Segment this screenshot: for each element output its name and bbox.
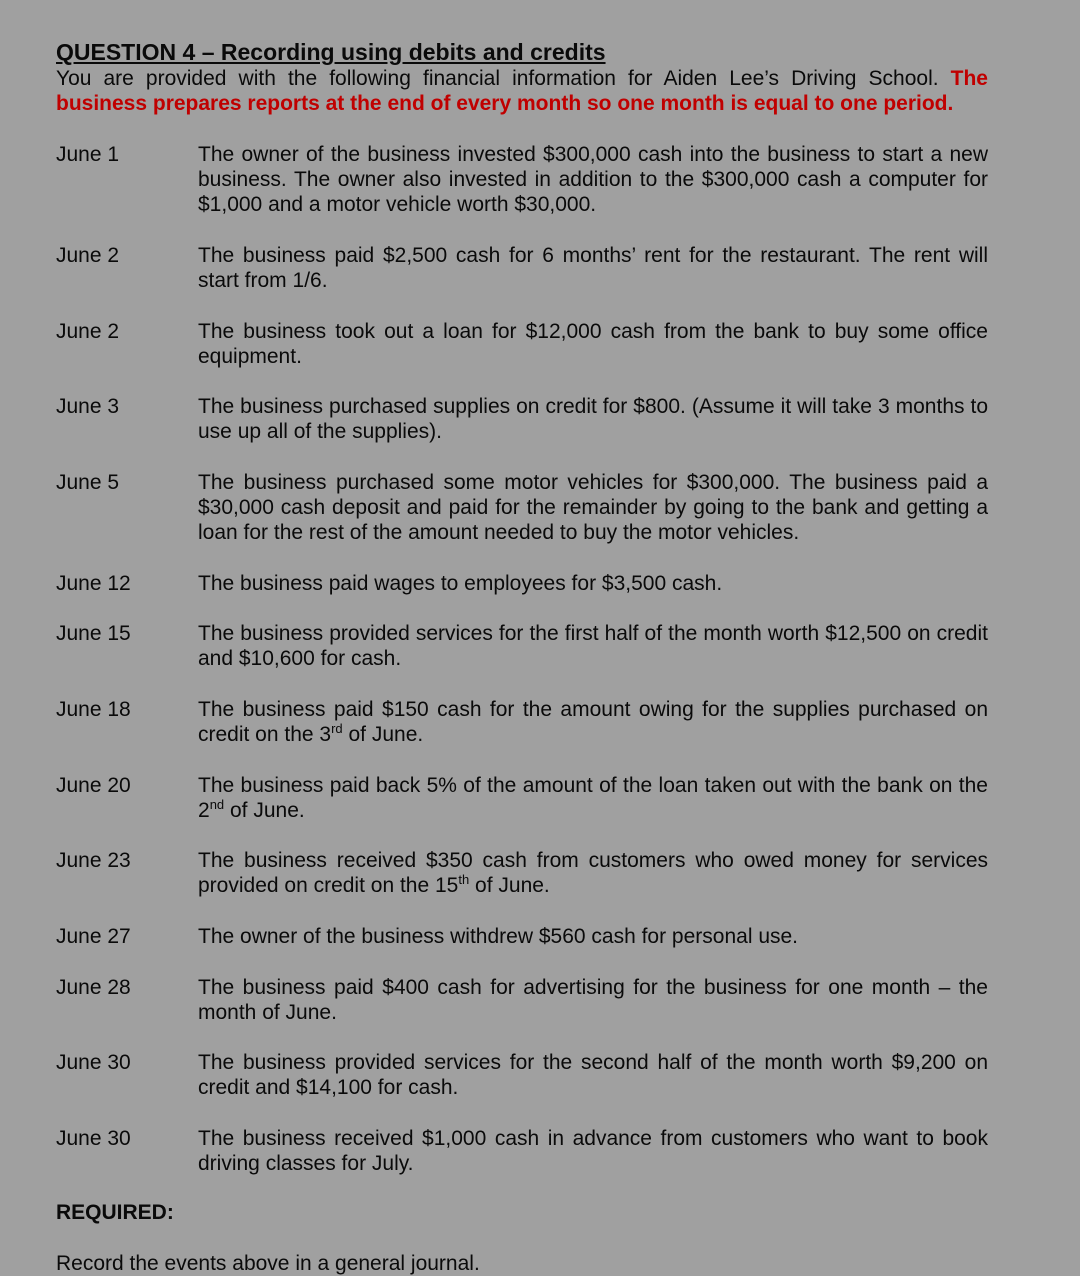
- transaction-description: The business paid wages to employees for $3,500 cash.: [198, 572, 723, 595]
- transaction-description: The business provided services for the first half of the month worth $12,500 on credit and $10,600 for cash.: [198, 622, 988, 670]
- intro-highlight: The business prepares reports at the end of every month so one month is equal to one period.: [56, 67, 988, 115]
- intro-paragraph: [56, 66, 988, 116]
- transaction-description: The business paid $400 cash for advertising for the business for one month – the month of June.: [198, 976, 988, 1024]
- transaction-date: June 5: [56, 471, 120, 494]
- transaction-description: The business purchased supplies on credit for $800. (Assume it will take 3 months to use up all of the supplies).: [198, 395, 988, 443]
- question-title: QUESTION 4 – Recording using debits and credits: [56, 39, 606, 65]
- transaction-date: June 2: [56, 320, 120, 343]
- transaction-description: The owner of the business invested $300,000 cash into the business to start a new business. The owner also invested in addition to the $300,000 cash a computer for $1,000 and a motor vehicle worth $30,000.: [198, 143, 988, 216]
- transaction-date: June 1: [56, 143, 120, 166]
- transaction-description: The business provided services for the second half of the month worth $9,200 on credit and $14,100 for cash.: [198, 1051, 988, 1099]
- transaction-description: The business received $350 cash from customers who owed money for services provided on credit on the 15th of June.: [198, 849, 988, 897]
- transaction-description: The business took out a loan for $12,000 cash from the bank to buy some office equipment.: [198, 320, 988, 368]
- transaction-date: June 12: [56, 572, 131, 595]
- transaction-date: June 30: [56, 1127, 131, 1150]
- transaction-date: June 3: [56, 395, 120, 418]
- transaction-date: June 20: [56, 774, 131, 797]
- transaction-description: The business paid $2,500 cash for 6 months’ rent for the restaurant. The rent will start from 1/6.: [198, 244, 988, 292]
- transaction-date: June 15: [56, 622, 131, 645]
- transaction-description: The business paid $150 cash for the amount owing for the supplies purchased on credit on the 3rd of June.: [198, 698, 988, 746]
- task-instruction: Record the events above in a general journal.: [56, 1252, 480, 1275]
- transaction-date: June 2: [56, 244, 120, 267]
- transaction-date: June 30: [56, 1051, 131, 1074]
- intro-text: You are provided with the following financial information for Aiden Lee’s Driving School.: [56, 67, 939, 90]
- transaction-description: The owner of the business withdrew $560 cash for personal use.: [198, 925, 799, 948]
- transaction-date: June 23: [56, 849, 131, 872]
- required-heading: REQUIRED:: [56, 1201, 174, 1224]
- transaction-date: June 18: [56, 698, 131, 721]
- transaction-description: The business purchased some motor vehicles for $300,000. The business paid a $30,000 cash deposit and paid for the remainder by going to the bank and getting a loan for the rest of the amount needed to buy the motor vehicles.: [198, 471, 988, 544]
- transaction-date: June 28: [56, 976, 131, 999]
- transaction-description: The business paid back 5% of the amount of the loan taken out with the bank on the 2nd of June.: [198, 774, 988, 822]
- transaction-date: June 27: [56, 925, 131, 948]
- transaction-description: The business received $1,000 cash in advance from customers who want to book driving classes for July.: [198, 1127, 988, 1175]
